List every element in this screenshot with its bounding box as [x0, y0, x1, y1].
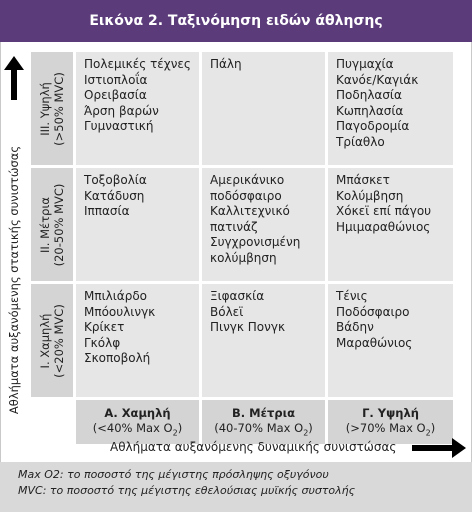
- row-header-title: III. Υψηλή: [38, 81, 52, 136]
- footnote-mvc: MVC: το ποσοστό της μέγιστης εθελούσιας μυϊκής συστολής: [18, 484, 356, 497]
- row-header-3: [31, 284, 73, 397]
- x-axis-label: Αθλήματα αυξανόμενης δυναμικής συνιστώσας: [110, 440, 397, 454]
- sport-name: Τοξοβολία: [84, 173, 147, 187]
- right-arrow-icon: [412, 438, 466, 458]
- sport-name: Σκοποβολή: [84, 351, 151, 365]
- column-header-title: Α. Χαμηλή: [104, 406, 171, 420]
- column-header-range: (40-70% Max $O_2$): [214, 421, 313, 438]
- sport-name: Πάλη: [210, 57, 242, 71]
- sport-cell: [202, 284, 325, 397]
- sport-name: Γυμναστική: [84, 119, 154, 133]
- sport-name: Ιστιοπλοΐα: [84, 72, 148, 87]
- column-header-2: [202, 400, 325, 444]
- row-header-title: I. Χαμηλή: [38, 313, 52, 368]
- sport-name: Βόλεϊ: [210, 304, 244, 319]
- sport-name: Κατάδυση: [84, 188, 145, 203]
- footnote-max-o2: Max O2: το ποσοστό της μέγιστης πρόσληψης οξυγόνου: [18, 468, 329, 481]
- footnotes: [0, 462, 472, 512]
- column-header-range: (<40% Max $O_2$): [92, 421, 183, 438]
- sport-name: Γκόλφ: [84, 335, 121, 350]
- column-header-title: Γ. Υψηλή: [362, 406, 419, 420]
- column-header-range: (>70% Max $O_2$): [345, 421, 436, 438]
- sport-cell: [328, 52, 453, 165]
- sport-name: ποδόσφαιρο: [210, 188, 282, 203]
- sport-name: Μπιλιάρδο: [84, 289, 148, 303]
- sport-name: πατινάζ: [210, 219, 258, 234]
- sport-name: Πυγμαχία: [336, 57, 394, 71]
- sport-name: Κολύμβηση: [336, 188, 404, 203]
- row-header-2: [31, 168, 73, 281]
- sport-name: Ποδηλασία: [336, 88, 402, 102]
- sport-name: Ξιφασκία: [210, 289, 265, 303]
- sport-name: Ποδόσφαιρο: [336, 304, 410, 319]
- figure-title: Εικόνα 2. Ταξινόμηση ειδών άθλησης: [0, 0, 472, 42]
- row-header-range: (20-50% MVC): [52, 183, 66, 266]
- sport-name: Κρίκετ: [84, 320, 125, 334]
- sport-name: Συγχρονισμένη: [210, 235, 301, 249]
- row-header-range: (<20% MVC): [52, 303, 66, 378]
- column-header-1: [76, 400, 199, 444]
- y-axis-label: Αθλήματα αυξανόμενης στατικής συνιστώσας: [7, 145, 21, 415]
- sport-cell: [328, 168, 453, 281]
- sport-cell: [202, 168, 325, 281]
- up-arrow-icon: [4, 56, 24, 100]
- sport-name: Μπόουλινγκ: [84, 304, 156, 319]
- sport-cell: [328, 284, 453, 397]
- sport-name: Άρση βαρών: [84, 103, 159, 118]
- sport-name: Τένις: [336, 289, 368, 303]
- row-header-title: II. Μέτρια: [38, 196, 52, 253]
- sport-cell: [76, 52, 199, 165]
- column-header-title: Β. Μέτρια: [232, 406, 295, 420]
- sport-name: Πινγκ Πονγκ: [210, 320, 286, 334]
- sport-name: Τρίαθλο: [336, 134, 385, 149]
- sport-name: κολύμβηση: [210, 250, 277, 265]
- row-header-1: [31, 52, 73, 165]
- row-header-range: (>50% MVC): [52, 71, 66, 146]
- sport-name: Ιππασία: [84, 204, 130, 218]
- sport-name: Ημιμαραθώνιος: [336, 219, 431, 234]
- sport-name: Μπάσκετ: [336, 173, 390, 187]
- sport-name: Παγοδρομία: [336, 119, 410, 133]
- sport-name: Βάδην: [336, 320, 374, 334]
- sport-name: Καλλιτεχνικό: [210, 204, 290, 218]
- sport-name: Μαραθώνιος: [336, 335, 413, 350]
- sport-name: Πολεμικές τέχνες: [84, 57, 191, 71]
- sport-name: Ορειβασία: [84, 88, 147, 102]
- sport-name: Κωπηλασία: [336, 103, 404, 118]
- sport-name: Χόκεϊ επί πάγου: [336, 204, 432, 218]
- sport-cell: [202, 52, 325, 165]
- sport-name: Κανόε/Καγιάκ: [336, 72, 419, 87]
- sport-cell: [76, 168, 199, 281]
- sport-name: Αμερικάνικο: [210, 173, 285, 187]
- sport-cell: [76, 284, 199, 397]
